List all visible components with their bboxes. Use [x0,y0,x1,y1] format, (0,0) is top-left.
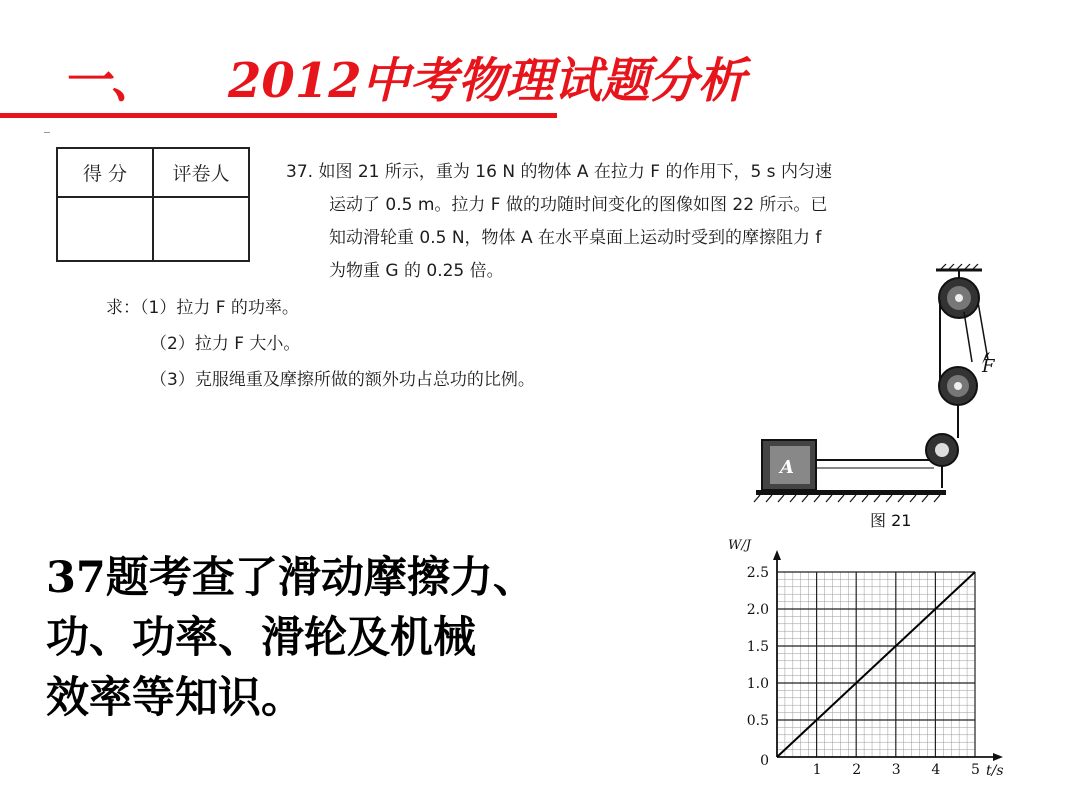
grader-cell [153,197,249,261]
y-tick-label: 0.5 [746,713,769,729]
x-tick-label: 5 [971,762,980,778]
block-a-label: A [780,457,794,478]
question-line-3: 知动滑轮重 0.5 N，物体 A 在水平桌面上运动时受到的摩擦阻力 f [329,228,822,248]
summary-line-3: 效率等知识。 [46,673,304,723]
question-line-1: 37. 如图 21 所示，重为 16 N 的物体 A 在拉力 F 的作用下，5 s 内匀速 [286,162,832,182]
y-tick-label: 1.0 [746,676,769,692]
title-prefix: 一、 [62,53,159,109]
sub-question-3: （3）克服绳重及摩擦所做的额外功占总功的比例。 [150,370,535,390]
title-underline [0,113,557,118]
figure-22-work-time-chart [720,535,1020,785]
grader-header: 评卷人 [153,148,249,197]
y-axis-label: W/J [728,538,751,553]
score-table [56,147,250,262]
figure-21-caption: 图 21 [870,511,912,530]
series-line [777,572,975,757]
slide-title [62,42,746,111]
summary-line-1: 37题考查了滑动摩擦力、 [46,553,536,603]
title-main: 2012中考物理试题分析 [228,53,746,109]
y-axis-arrow [773,550,781,560]
x-axis-label: t/s [986,763,1004,779]
ask-prefix: 求： [106,298,140,318]
sub-question-1: （1）拉力 F 的功率。 [140,298,299,318]
y-tick-label: 2.5 [746,565,769,581]
figure-21-pulley-diagram [750,262,995,532]
x-tick-label: 3 [891,762,901,778]
score-cell [57,197,153,261]
y-tick-label: 2.0 [746,602,769,618]
x-tick-label: 1 [812,762,822,778]
summary-line-2: 功、功率、滑轮及机械 [46,613,476,663]
summary-text [46,548,656,728]
force-label: F [982,356,995,377]
sub-question-2: （2）拉力 F 大小。 [150,334,301,354]
x-tick-label: 4 [931,762,941,778]
score-header: 得 分 [57,148,153,197]
y-tick-label: 0 [760,753,769,769]
x-tick-label: 2 [852,762,862,778]
sub-questions [106,290,535,398]
question-line-2: 运动了 0.5 m。拉力 F 做的功随时间变化的图像如图 22 所示。已 [329,195,828,215]
question-line-4: 为物重 G 的 0.25 倍。 [329,261,504,281]
dash-mark [44,132,50,133]
x-axis-arrow [993,753,1003,761]
y-tick-label: 1.5 [746,639,769,655]
